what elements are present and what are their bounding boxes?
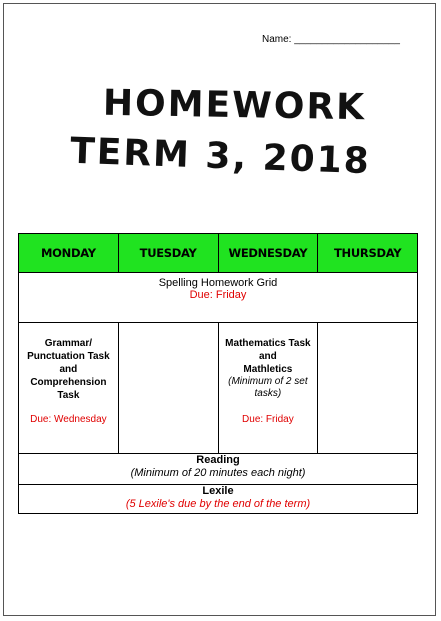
lexile-row bbox=[19, 485, 418, 514]
maths-cell bbox=[218, 323, 318, 454]
reading-title: Reading bbox=[196, 454, 240, 466]
maths-line-1: Mathematics Task bbox=[225, 338, 311, 349]
thursday-empty-cell bbox=[318, 323, 418, 454]
days-header-row bbox=[19, 234, 418, 273]
spelling-title: Spelling Homework Grid bbox=[158, 277, 278, 289]
reading-note: (Minimum of 20 minutes each night) bbox=[130, 467, 306, 479]
maths-line-2: and bbox=[258, 351, 277, 362]
grammar-due: Due: Wednesday bbox=[30, 414, 107, 425]
reading-row bbox=[19, 454, 418, 485]
homework-grid bbox=[18, 233, 418, 514]
maths-due: Due: Friday bbox=[242, 414, 294, 425]
grammar-line-4: Comprehension bbox=[30, 377, 107, 388]
title-homework: HOMEWORK bbox=[102, 82, 367, 129]
grammar-cell bbox=[19, 323, 119, 454]
lexile-title: Lexile bbox=[202, 485, 234, 497]
day-monday: MONDAY bbox=[19, 234, 119, 273]
name-field-label: Name: ___________________ bbox=[262, 34, 400, 45]
spelling-due: Due: Friday bbox=[189, 289, 247, 301]
maths-note: (Minimum of 2 set tasks) bbox=[228, 376, 308, 399]
day-thursday: THURSDAY bbox=[318, 234, 418, 273]
title-term: TERM 3, 2018 bbox=[69, 130, 372, 183]
maths-line-3: Mathletics bbox=[243, 364, 293, 375]
day-tuesday: TUESDAY bbox=[118, 234, 218, 273]
tasks-row bbox=[19, 323, 418, 454]
lexile-cell bbox=[19, 485, 418, 514]
reading-cell bbox=[19, 454, 418, 485]
grammar-line-2: Punctuation Task bbox=[27, 351, 110, 362]
grammar-line-1: Grammar/ bbox=[44, 338, 92, 349]
spelling-cell bbox=[19, 273, 418, 323]
grammar-line-3: and bbox=[59, 364, 78, 375]
spelling-row bbox=[19, 273, 418, 323]
day-wednesday: WEDNESDAY bbox=[218, 234, 318, 273]
lexile-note: (5 Lexile's due by the end of the term) bbox=[125, 498, 311, 510]
grammar-line-5: Task bbox=[57, 390, 80, 401]
tuesday-empty-cell bbox=[118, 323, 218, 454]
